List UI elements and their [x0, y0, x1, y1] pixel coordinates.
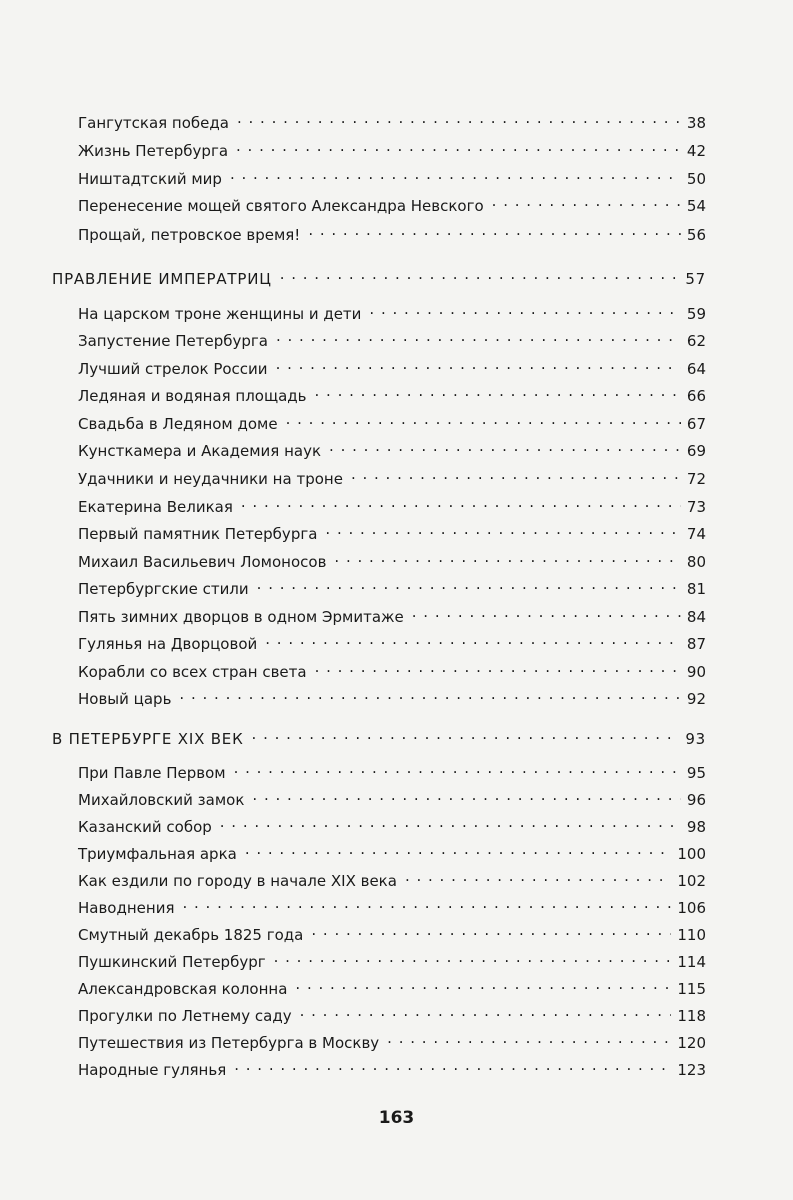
toc-entry-page: 80: [686, 553, 706, 571]
toc-entry-page: 81: [686, 580, 706, 598]
toc-entry: [78, 893, 706, 918]
dot-leader: [311, 920, 671, 940]
dot-leader: [492, 191, 681, 211]
toc-entry: [78, 464, 706, 489]
toc-entry: [78, 602, 706, 627]
toc-entry-title: При Павле Первом: [78, 764, 226, 782]
toc-entry: [78, 299, 706, 324]
toc-entry: [78, 1001, 706, 1026]
toc-section-entry: [52, 264, 706, 289]
toc-entry: [78, 409, 706, 434]
dot-leader: [265, 629, 681, 649]
toc-entry-title: На царском троне женщины и дети: [78, 305, 362, 323]
toc-entry-page: 95: [686, 764, 706, 782]
toc-entry: [78, 758, 706, 783]
dot-leader: [220, 812, 681, 832]
toc-entry-page: 92: [686, 690, 706, 708]
toc-entry: [78, 574, 706, 599]
toc-entry-title: Запустение Петербурга: [78, 332, 268, 350]
toc-entry-title: Перенесение мощей святого Александра Невского: [78, 197, 484, 215]
toc-entry: [78, 839, 706, 864]
toc-entry-title: ПРАВЛЕНИЕ ИМПЕРАТРИЦ: [52, 270, 272, 288]
dot-leader: [245, 839, 672, 859]
toc-entry: [78, 492, 706, 517]
dot-leader: [325, 519, 680, 539]
dot-leader: [295, 974, 671, 994]
toc-entry-page: 102: [677, 872, 706, 890]
toc-entry: [78, 381, 706, 406]
toc-entry: [78, 812, 706, 837]
dot-leader: [257, 574, 681, 594]
dot-leader: [234, 1055, 671, 1075]
dot-leader: [276, 326, 681, 346]
toc-entry: [78, 164, 706, 189]
toc-entry-page: 59: [686, 305, 706, 323]
dot-leader: [234, 758, 681, 778]
page-number: 163: [378, 1108, 415, 1128]
toc-entry-page: 74: [686, 525, 706, 543]
toc-entry-page: 57: [685, 270, 706, 288]
toc-entry-page: 38: [686, 114, 706, 132]
toc-entry-title: Ледяная и водяная площадь: [78, 387, 307, 405]
dot-leader: [274, 947, 672, 967]
toc-entry-page: 106: [677, 899, 706, 917]
dot-leader: [315, 657, 681, 677]
toc-entry-page: 115: [677, 980, 706, 998]
toc-entry: [78, 354, 706, 379]
toc-entry-title: Александровская колонна: [78, 980, 288, 998]
toc-entry-title: Народные гулянья: [78, 1061, 227, 1079]
toc-entry: [78, 220, 706, 245]
toc-entry-page: 100: [677, 845, 706, 863]
toc-entry-title: Пушкинский Петербург: [78, 953, 266, 971]
dot-leader: [241, 492, 681, 512]
dot-leader: [387, 1028, 671, 1048]
toc-entry: [78, 519, 706, 544]
dot-leader: [334, 547, 680, 567]
toc-entry-title: Петербургские стили: [78, 580, 249, 598]
toc-entry-page: 93: [685, 730, 706, 748]
toc-entry-page: 56: [686, 226, 706, 244]
toc-entry: [78, 974, 706, 999]
dot-leader: [237, 108, 681, 128]
toc-entry-page: 64: [686, 360, 706, 378]
toc-entry: [78, 191, 706, 216]
dot-leader: [315, 381, 681, 401]
dot-leader: [329, 436, 681, 456]
toc-entry-title: Свадьба в Ледяном доме: [78, 415, 278, 433]
toc-entry: [78, 684, 706, 709]
dot-leader: [369, 299, 680, 319]
dot-leader: [280, 264, 680, 284]
toc-entry-page: 118: [677, 1007, 706, 1025]
toc-entry: [78, 108, 706, 133]
dot-leader: [412, 602, 681, 622]
toc-entry-title: Пять зимних дворцов в одном Эрмитаже: [78, 608, 404, 626]
toc-entry: [78, 136, 706, 161]
toc-entry-page: 66: [686, 387, 706, 405]
dot-leader: [179, 684, 680, 704]
dot-leader: [236, 136, 681, 156]
toc-entry: [78, 629, 706, 654]
toc-entry-title: Триумфальная арка: [78, 845, 237, 863]
toc-entry-page: 110: [677, 926, 706, 944]
dot-leader: [351, 464, 681, 484]
toc-entry-page: 72: [686, 470, 706, 488]
toc-entry-title: Михайловский замок: [78, 791, 245, 809]
toc-entry-title: Лучший стрелок России: [78, 360, 268, 378]
dot-leader: [252, 724, 680, 744]
toc-entry-title: Прогулки по Летнему саду: [78, 1007, 292, 1025]
toc-entry-title: Прощай, петровское время!: [78, 226, 301, 244]
toc-entry-page: 98: [686, 818, 706, 836]
toc-entry-title: Новый царь: [78, 690, 172, 708]
dot-leader: [405, 866, 671, 886]
toc-entry-page: 50: [686, 170, 706, 188]
toc-entry-page: 120: [677, 1034, 706, 1052]
toc-entry-page: 123: [677, 1061, 706, 1079]
toc-entry-page: 87: [686, 635, 706, 653]
toc-entry: [78, 947, 706, 972]
toc-entry: [78, 436, 706, 461]
toc-entry-title: Наводнения: [78, 899, 175, 917]
toc-entry-title: Гулянья на Дворцовой: [78, 635, 258, 653]
toc-entry-title: Казанский собор: [78, 818, 212, 836]
toc-entry-title: Корабли со всех стран света: [78, 663, 307, 681]
toc-entry: [78, 785, 706, 810]
toc-entry-title: Екатерина Великая: [78, 498, 233, 516]
toc-entry-page: 42: [686, 142, 706, 160]
toc-entry-title: Михаил Васильевич Ломоносов: [78, 553, 327, 571]
dot-leader: [252, 785, 681, 805]
toc-entry-title: Ништадтский мир: [78, 170, 222, 188]
toc-entry-page: 54: [686, 197, 706, 215]
toc-entry-title: Жизнь Петербурга: [78, 142, 229, 160]
dot-leader: [286, 409, 681, 429]
dot-leader: [300, 1001, 672, 1021]
dot-leader: [230, 164, 681, 184]
toc-entry: [78, 326, 706, 351]
toc-entry: [78, 1028, 706, 1053]
toc-entry: [78, 657, 706, 682]
dot-leader: [308, 220, 681, 240]
toc-entry: [78, 866, 706, 891]
toc-section-entry: [52, 724, 706, 749]
dot-leader: [276, 354, 681, 374]
toc-entry-page: 73: [686, 498, 706, 516]
toc-entry-page: 90: [686, 663, 706, 681]
toc-entry: [78, 547, 706, 572]
toc-entry: [78, 1055, 706, 1080]
toc-entry-page: 114: [677, 953, 706, 971]
toc-entry-title: В ПЕТЕРБУРГЕ XIX ВЕК: [52, 730, 244, 748]
toc-entry-title: Как ездили по городу в начале XIX века: [78, 872, 397, 890]
toc-entry-title: Удачники и неудачники на троне: [78, 470, 343, 488]
toc-entry-page: 69: [686, 442, 706, 460]
toc-entry-page: 84: [686, 608, 706, 626]
toc-entry-title: Смутный декабрь 1825 года: [78, 926, 304, 944]
toc-entry-title: Кунсткамера и Академия наук: [78, 442, 322, 460]
dot-leader: [182, 893, 671, 913]
toc-entry-title: Путешествия из Петербурга в Москву: [78, 1034, 380, 1052]
toc-entry-title: Первый памятник Петербурга: [78, 525, 318, 543]
toc-entry-page: 96: [686, 791, 706, 809]
toc-entry: [78, 920, 706, 945]
toc-entry-page: 67: [686, 415, 706, 433]
toc-entry-page: 62: [686, 332, 706, 350]
toc-entry-title: Гангутская победа: [78, 114, 229, 132]
